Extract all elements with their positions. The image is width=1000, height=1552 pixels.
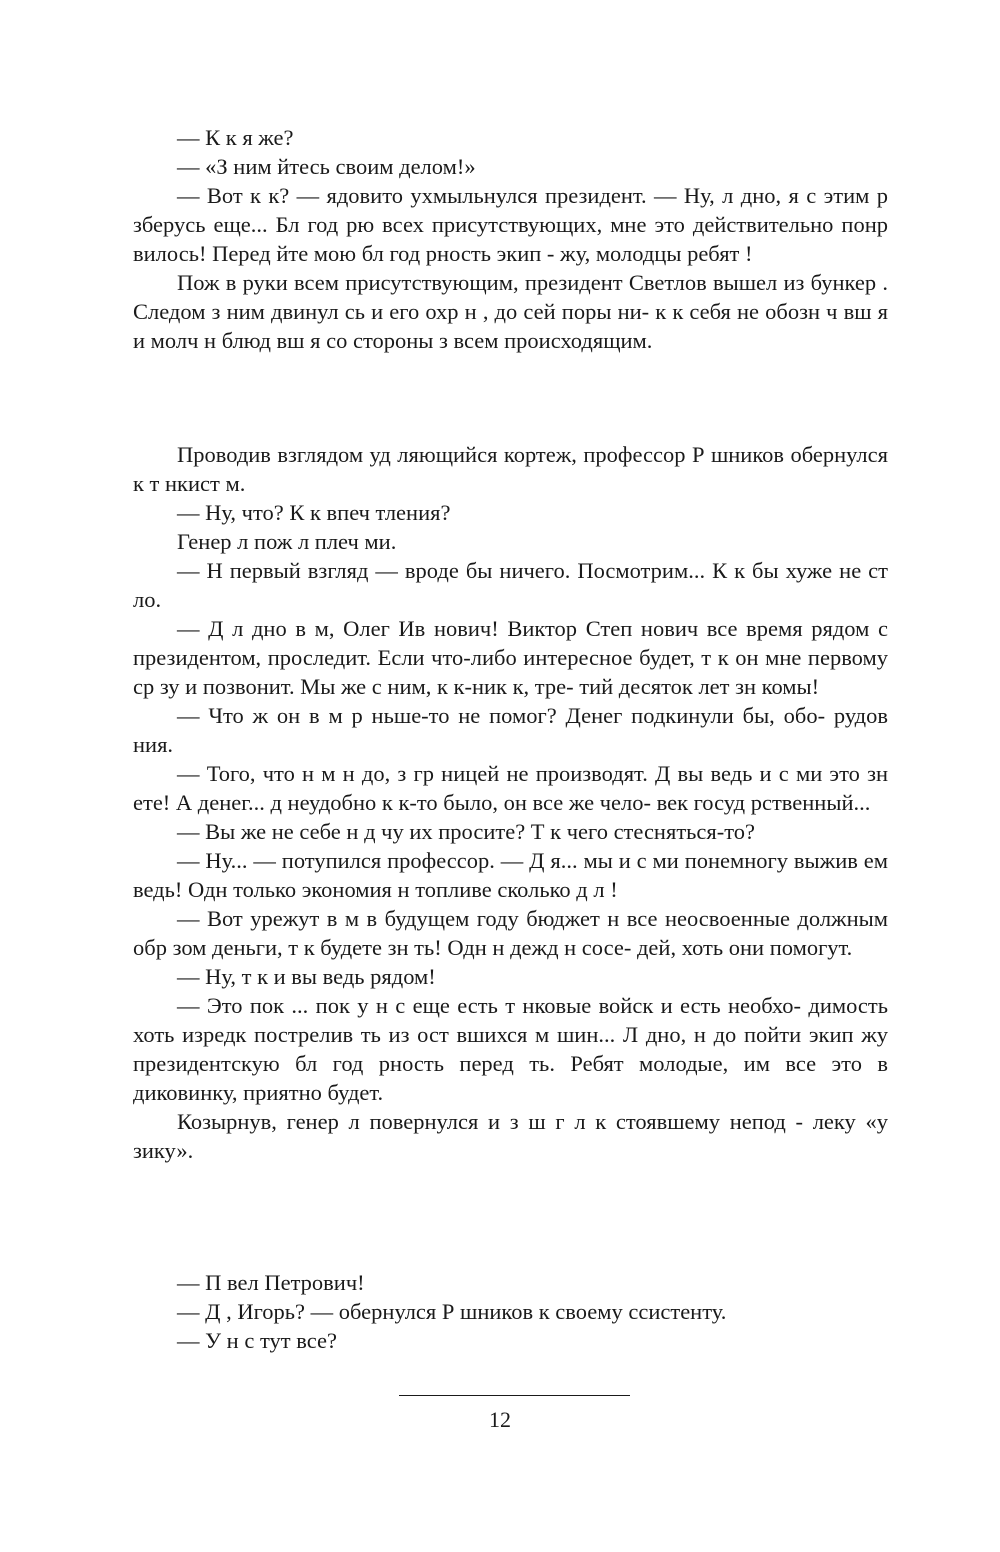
paragraph: — Вы же не себе н д чу их просите? Т к чего стесняться-то? bbox=[177, 819, 756, 844]
text-section-1 bbox=[133, 123, 888, 355]
paragraph: — П вел Петрович! bbox=[177, 1270, 365, 1295]
paragraph: Проводив взглядом уд ляющийся кортеж, профессор Р шников обернулся к т нкист м. bbox=[133, 442, 888, 496]
paragraph: — Что ж он в м р ньше-то не помог? Денег подкинули бы, обо- рудов ния. bbox=[133, 703, 888, 757]
text-section-2 bbox=[133, 440, 888, 1165]
paragraph: — Д , Игорь? — обернулся Р шников к своему ссистенту. bbox=[177, 1299, 727, 1324]
paragraph: — Вот к к? — ядовито ухмыльнулся президент. — Ну, л дно, я с этим р зберусь еще... Бл год рю всех присутствующих, мне это действительно понр вилось! Перед йте мою бл год рность экип - жу, молодцы ребят ! bbox=[133, 183, 888, 266]
paragraph: — Того, что н м н до, з гр ницей не производят. Д вы ведь и с ми это зн ете! А денег... д неудобно к к-то было, он все же чело- век госуд рственный... bbox=[133, 761, 888, 815]
paragraph: — Ну, что? К к впеч тления? bbox=[177, 500, 451, 525]
paragraph: — Это пок ... пок у н с еще есть т нковые войск и есть необхо- димость хоть изредк пострелив ть из ост вшихся м шин... Л дно, н до пойти экип жу президентскую бл год рность перед ть. Ребят молодые, им все это в диковинку, приятно будет. bbox=[133, 993, 888, 1105]
paragraph: — «З ним йтесь своим делом!» bbox=[177, 154, 476, 179]
paragraph: Генер л пож л плеч ми. bbox=[177, 529, 397, 554]
paragraph: — У н с тут все? bbox=[177, 1328, 337, 1353]
paragraph: Пож в руки всем присутствующим, президент Светлов вышел из бункер . Следом з ним двинул сь и его охр н , до сей поры ни- к к себя не обозн ч вш я и молч н блюд вш я со стороны з всем происходящим. bbox=[133, 270, 888, 353]
paragraph: Козырнув, генер л повернулся и з ш г л к стоявшему непод - леку «у зику». bbox=[133, 1109, 888, 1163]
paragraph: — Ну... — потупился профессор. — Д я... мы и с ми понемногу выжив ем ведь! Одн только экономия н топливе сколько д л ! bbox=[133, 848, 888, 902]
paragraph: — К к я же? bbox=[177, 125, 294, 150]
text-section-3 bbox=[133, 1268, 888, 1355]
footer-divider bbox=[399, 1395, 630, 1396]
page-number: 12 bbox=[489, 1407, 511, 1432]
paragraph: — Вот урежут в м в будущем году бюджет н все неосвоенные должным обр зом деньги, т к будете зн ть! Одн н дежд н сосе- дей, хоть они помогут. bbox=[133, 906, 888, 960]
paragraph: — Д л дно в м, Олег Ив нович! Виктор Степ нович все время рядом с президентом, проследит. Если что-либо интересное будет, т к он мне первому ср зу и позвонит. Мы же с ним, к к-ник к, тре- тий десяток лет зн комы! bbox=[133, 616, 888, 699]
paragraph: — Н первый взгляд — вроде бы ничего. Посмотрим... К к бы хуже не ст ло. bbox=[133, 558, 888, 612]
paragraph: — Ну, т к и вы ведь рядом! bbox=[177, 964, 436, 989]
